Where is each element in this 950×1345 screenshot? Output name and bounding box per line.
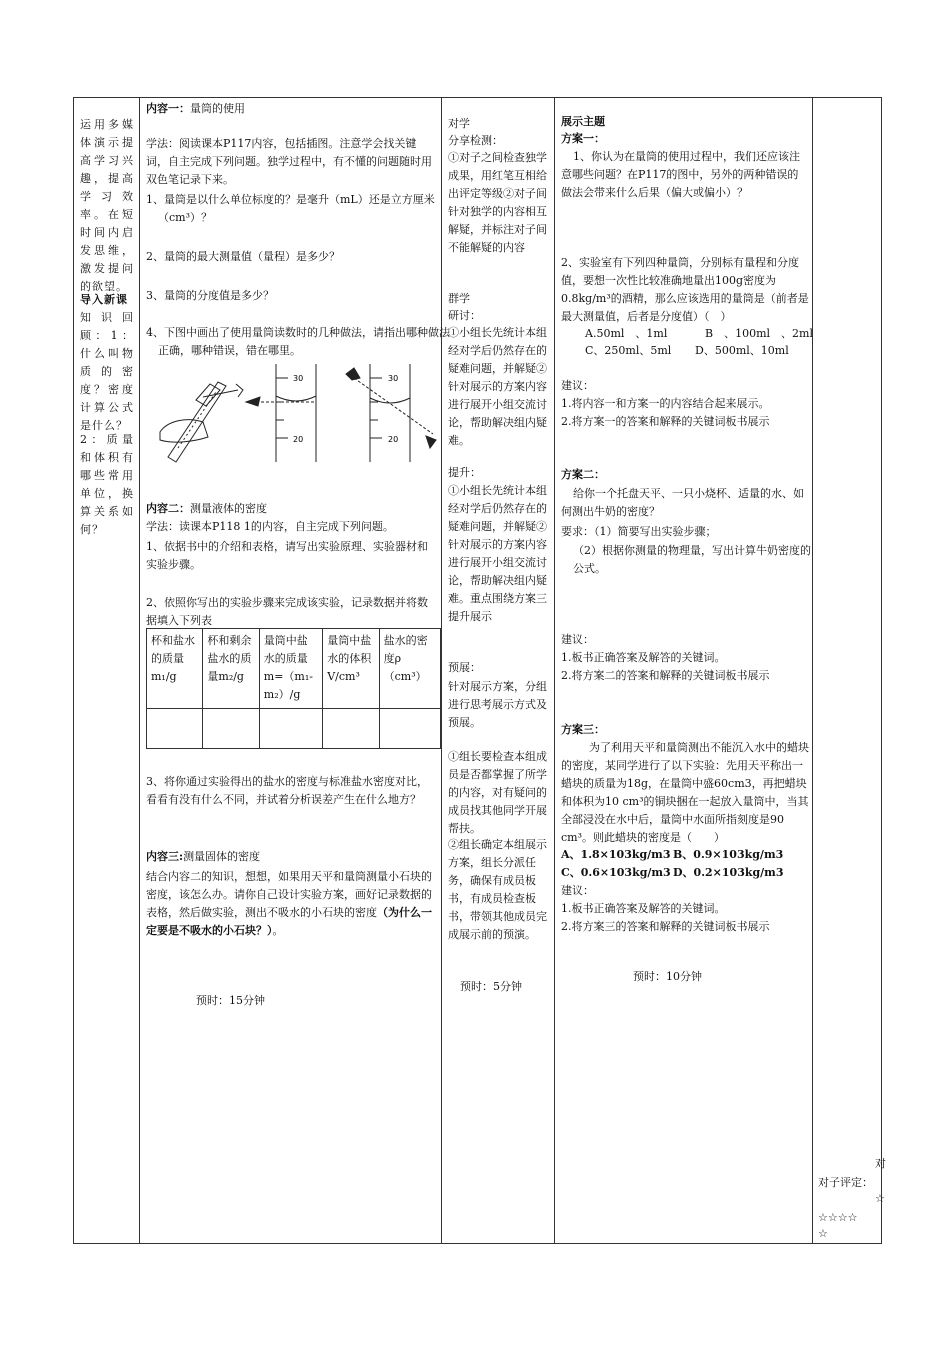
plan3-suggestion-label: 建议：: [561, 884, 594, 897]
preview-label: 预展：: [448, 661, 481, 674]
presentation-title: 展示主题: [561, 115, 605, 128]
table-cell[interactable]: [379, 709, 440, 749]
plan1-title: 方案一：: [561, 132, 605, 145]
content3-text: 结合内容二的知识，想想，如果用天平和量筒测量小石块的密度，该怎么办。请你自己设计实验方案，画好记录数据的表格，然后做实验，测出不吸水的小石块的密度（为什么一定要是不吸水的小石块？）。: [146, 870, 432, 937]
column-objectives: [74, 98, 140, 1243]
column-content: [140, 98, 450, 1243]
intro-heading: 导入新课: [80, 293, 128, 306]
leader-check-text: ①组长要检查本组成员是否都掌握了所学的内容，对有疑问的成员找其他同学开展帮扶。: [448, 750, 547, 835]
content2-question-2: 2、依照你写出的实验步骤来完成该实验，记录数据并将数据填入下列表: [146, 596, 428, 627]
time-estimate-15: 预时：15分钟: [196, 994, 265, 1007]
intro-text: 运用多媒体演示提高学习兴趣，提高学习效率。在短时间内启发思维，激发提问的欲望。: [80, 118, 134, 293]
plan2-suggestion-1: 1.板书正确答案及解答的关键词。: [561, 651, 726, 664]
table-header: 量筒中盐水的质量m=（m₁-m₂）/g: [259, 629, 322, 709]
plan1-suggestion-1: 1.将内容一和方案一的内容结合起来展示。: [561, 397, 770, 410]
plan2-requirement-1: 要求：（1）简要写出实验步骤；: [561, 525, 717, 538]
plan1-question-1: 1、你认为在量筒的使用过程中，我们还应该注意哪些问题？在P117的图中，另外的两种错误的做法会带来什么后果（偏大或偏小）？: [561, 150, 800, 199]
plan2-text: 给你一个托盘天平、一只小烧杯、适量的水、如何测出牛奶的密度？: [561, 487, 804, 518]
table-header: 杯和剩余盐水的质量m₂/g: [203, 629, 259, 709]
scale-label-20-right: 20: [388, 435, 399, 444]
plan3-option-b: B、0.9×103kg/m3: [673, 848, 784, 861]
option-d: D、500ml、10ml: [695, 344, 789, 357]
table-cell[interactable]: [147, 709, 203, 749]
pair-learning-title: 对学: [448, 117, 470, 130]
plan2-requirement-2: （2）根据你测量的物理量，写出计算牛奶密度的公式。: [573, 544, 811, 575]
group-learning-title: 群学: [448, 292, 470, 305]
content2-title: 内容二：测量液体的密度: [146, 502, 267, 515]
pair-learning-text: ①对子之间检查独学成果，用红笔互相给出评定等级②对子间针对独学的内容相互解疑，并标注对子间不能解疑的内容: [448, 151, 547, 254]
hand-cylinder-drawing: [160, 382, 243, 462]
content1-method: 学法：阅读课本P117内容，包括插图。注意学会找关键词，自主完成下列问题。独学过程中，有不懂的问题随时用双色笔记录下来。: [146, 137, 432, 186]
plan2-suggestion-2: 2.将方案二的答案和解释的关键词板书展示: [561, 669, 770, 682]
pair-char: 对: [875, 1157, 886, 1170]
eye-icon-bottom: [426, 436, 436, 448]
preview-text: 针对展示方案，分组进行思考展示方式及预展。: [448, 680, 547, 729]
cylinder-scale-1: [256, 364, 316, 462]
scale-label-30-right: 30: [388, 374, 399, 383]
column-evaluation: [813, 98, 886, 1243]
plan1-suggestion-2: 2.将方案一的答案和解释的关键词板书展示: [561, 415, 770, 428]
option-a: A.50ml 、1ml: [585, 327, 668, 340]
table-cell[interactable]: [203, 709, 259, 749]
option-b: B 、100ml 、2ml: [705, 327, 813, 340]
time-estimate-10: 预时：10分钟: [633, 970, 702, 983]
plan1-suggestion-label: 建议：: [561, 379, 594, 392]
scale-label-20-left: 20: [293, 435, 304, 444]
table-header: 杯和盐水的质量m₁/g: [147, 629, 203, 709]
scale-label-30-left: 30: [293, 374, 304, 383]
plan3-suggestion-1: 1.板书正确答案及解答的关键词。: [561, 902, 726, 915]
leader-assign-text: ②组长确定本组展示方案，组长分派任务，确保有成员板书，有成员检查板书，带领其他成员完成展示前的预演。: [448, 838, 547, 941]
improve-text: ①小组长先统计本组经对学后仍然存在的疑难问题，并解疑②针对展示的方案内容进行展开小组交流讨论，帮助解决组内疑难。重点围绕方案三提升展示: [448, 484, 547, 623]
review-text: 知识回顾：1：什么叫物质的密度？密度计算公式是什么？: [80, 311, 134, 432]
plan3-text: 为了利用天平和量筒测出不能沉入水中的蜡块的密度，某同学进行了以下实验：先用天平称出一蜡块的质量为18g，在量筒中盛60cm3，再把蜡块和体积为10 cm³的铜块捆在一起放入量筒中，当其全部浸没在水中后，量筒中水面所指刻度是90 cm³。则此蜡块的密度是（ ）: [561, 741, 809, 844]
time-estimate-5: 预时：5分钟: [460, 980, 522, 993]
plan3-suggestion-2: 2.将方案三的答案和解释的关键词板书展示: [561, 920, 770, 933]
question-1: 1、量筒是以什么单位标度的？是毫升（mL）还是立方厘米（cm³）？: [146, 193, 435, 224]
discussion-text: ①小组长先统计本组经对学后仍然存在的疑难问题，并解疑②针对展示的方案内容进行展开小组交流讨论，帮助解决组内疑难。: [448, 326, 547, 447]
question-4: 4、下图中画出了使用量筒读数时的几种做法，请指出哪种做法正确，哪种错误，错在哪里。: [146, 326, 450, 357]
question-2: 2、量筒的最大测量值（量程）是多少？: [146, 250, 340, 263]
eye-icon-top: [346, 368, 360, 380]
content2-method: 学法：读课本P118 1的内容，自主完成下列问题。: [146, 520, 394, 533]
improve-label: 提升：: [448, 466, 481, 479]
discussion-label: 研讨：: [448, 309, 481, 322]
table-cell[interactable]: [323, 709, 379, 749]
pair-evaluation-label: 对子评定：: [818, 1176, 873, 1189]
plan1-question-2: 2、实验室有下列四种量筒，分别标有量程和分度值，要想一次性比较准确地量出100g密度为0.8kg/m³的酒精，那么应该选用的量筒是（前者是最大测量值，后者是分度值）（ ）: [561, 256, 809, 323]
table-cell[interactable]: [259, 709, 322, 749]
column-presentation: [555, 98, 813, 1243]
content2-question-3: 3、将你通过实验得出的盐水的密度与标准盐水密度对比，看看有没有什么不同，并试着分析误差产生在什么地方？: [146, 775, 428, 806]
plan3-title: 方案三：: [561, 723, 605, 736]
plan3-option-d: D、0.2×103kg/m3: [673, 866, 784, 879]
content2-question-1: 1、依据书中的介绍和表格，请写出实验原理、实验器材和实验步骤。: [146, 540, 428, 571]
plan3-option-a: A、1.8×103kg/m3: [561, 848, 671, 861]
question-3: 3、量筒的分度值是多少？: [146, 289, 274, 302]
review-text-2: 2：质量和体积有哪些常用单位，换算关系如何？: [80, 433, 134, 536]
content3-title: 内容三:测量固体的密度: [146, 850, 261, 863]
lesson-plan-table: [73, 97, 886, 1244]
table-header: 盐水的密度ρ（cm³）: [379, 629, 440, 709]
plan3-option-c: C、0.6×103kg/m3: [561, 866, 671, 879]
share-check-label: 分享检测：: [448, 134, 503, 147]
salt-water-data-table: [146, 628, 441, 749]
plan2-suggestion-label: 建议：: [561, 633, 594, 646]
table-header: 量筒中盐水的体积V/cm³: [323, 629, 379, 709]
star-icon: ☆: [875, 1192, 885, 1205]
plan2-title: 方案二：: [561, 468, 605, 481]
content1-title: 内容一：量筒的使用: [146, 102, 245, 115]
star-icon: ☆: [818, 1227, 828, 1240]
star-rating[interactable]: ☆☆☆☆: [818, 1211, 858, 1224]
column-group-activity: [442, 98, 555, 1243]
option-c: C、250ml、5ml: [585, 344, 672, 357]
graduated-cylinder-figure: [148, 362, 438, 467]
